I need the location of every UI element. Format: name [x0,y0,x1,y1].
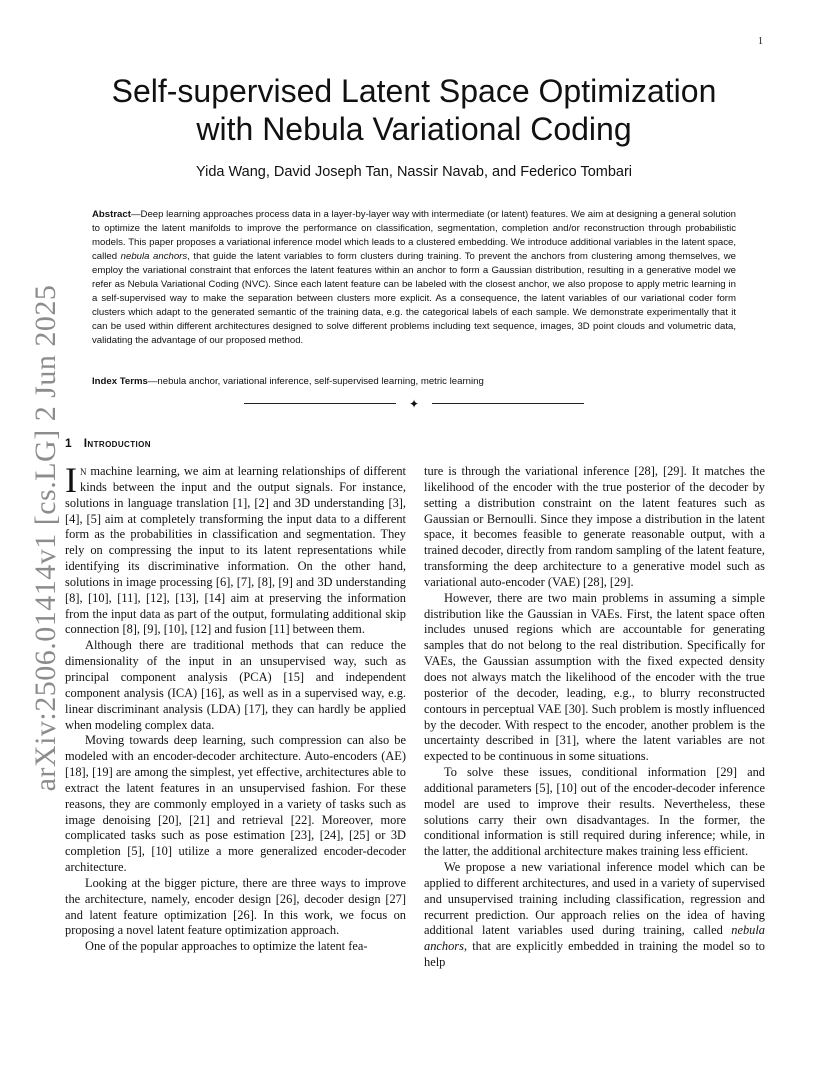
abstract-label: Abstract [92,209,131,220]
paragraph-8 [424,860,765,971]
page-number: 1 [758,36,763,47]
index-terms-label: Index Terms [92,376,148,387]
abstract [92,208,736,348]
index-terms [92,375,736,389]
section-number: 1 [65,436,72,450]
drop-cap: I [65,460,77,500]
abstract-emphasis: nebula anchors [120,251,188,262]
right-column [424,464,765,971]
lead-small-caps: n [80,464,87,478]
paragraph-1 [65,460,406,638]
paragraph-6: However, there are two main problems in assuming a simple distribution like the Gaussian in VAEs. First, the latent space often includes unused regions which are accountable for generating samples that do not belong to the real distribution. Specifically for VAEs, the Gaussian assumption with the fixed expected density does not always match the likelihood of the encoder with the true posterior of the decoder, leading, e.g., to blurry reconstructed contours in perceptual VAE [30]. Such problem is mostly influenced by the decoder. With respect to the encoder, another problem is the uncertainty described in [31], where the latent variables are not expected to be continuous in some situations. [424,590,765,764]
section-divider [244,397,584,411]
arxiv-identifier-stamp: arXiv:2506.01414v1 [cs.LG] 2 Jun 2025 [29,284,62,792]
paragraph-1-text: machine learning, we aim at learning relationships of different kinds between the input and the output signals. For instance, solutions in language translation [1], [2] and 3D understanding [3], [4], [5] aim at completely transforming the input data to a different form as the probabilities in classification and segmentation. They rely on compressing the input to its latent representations while identifying its discriminative information. On the other hand, solutions in image processing [6], [7], [8], [9] and 3D understanding [8], [10], [11], [12], [13], [14] aim at preserving the information from the input data as part of the output, formulating additional skip connection [8], [9], [10], [12] and fusion [11] between them. [65,464,406,637]
paragraph-8-emphasis: nebula anchors [424,923,765,954]
divider-diamond-icon: ✦ [408,397,420,411]
paragraph-8-text-1: We propose a new variational inference model which can be applied to different architectures, and used in a variety of supervised and unsupervised training including classification, regression and recurrent prediction. Our approach relies on the idea of having additional latent variables used during training, called [424,860,765,938]
paragraph-5-continued: ture is through the variational inference [28], [29]. It matches the likelihood of the encoder with the true posterior of the decoder by setting a distribution constraint on the latent features such as Gaussian or Bernoulli. Since they impose a distribution in the latent space, it becomes feasible to generate reasonable output, with a trained decoder, directly from random sampling of the latent feature, transforming the deep architecture to a generative model such as variational auto-encoder (VAE) [28], [29]. [424,464,765,589]
paragraph-8-text-2: , that are explicitly embedded in training the model so to help [424,939,765,970]
divider-line-right [432,403,584,404]
abstract-text-1: —Deep learning approaches process data in a layer-by-layer way with intermediate (or latent) features. We aim at designing a general solution to optimize the latent manifolds to improve the performance on classification, segmentation, completion and/or reconstruction through probabilistic models. This paper proposes a variational inference model which leads to a clustered embedding. We introduce additional variables in the latent space, called [92,209,737,262]
left-column [65,460,406,955]
section-heading [65,436,151,450]
paragraph-4: Looking at the bigger picture, there are three ways to improve the architecture, namely, encoder design [26], decoder design [27] and latent feature optimization [26]. In this work, we focus on proposing a novel latent feature optimization approach. [65,875,406,938]
author-list: Yida Wang, David Joseph Tan, Nassir Navab, and Federico Tombari [195,164,633,180]
title-line-2: with Nebula Variational Coding [196,111,632,147]
divider-line-left [244,403,396,404]
paragraph-5: One of the popular approaches to optimize the latent fea- [85,939,368,954]
index-terms-text: —nebula anchor, variational inference, self-supervised learning, metric learning [147,376,484,387]
abstract-text-2: , that guide the latent variables to form clusters during training. To prevent the anchors from clustering among themselves, we employ the variational constraint that enforces the latent features within an anchor to form a Gaussian distribution, resulting in a generative model we refer as Nebula Variational Coding (NVC). Since each latent feature can be labeled with the closest anchor, we also propose to apply metric learning in a self-supervised way to make the separation between clusters more explicit. As a consequence, the latent variables of our variational coder form clusters which adapt to the generated semantic of the training data, e.g. the categorical labels of each sample. We demonstrate experimentally that it can be used within different architectures designed to solve different problems including text sequence, images, 3D point clouds and volumetric data, validating the advantage of our proposed method. [92,251,737,346]
paragraph-7: To solve these issues, conditional information [29] and additional parameters [5], [10] out of the encoder-decoder inference model are used to improve their results. Nevertheless, these solutions carry their own disadvantages. In the former, the conditional information is still required during inference; while, in the latter, the additional architecture makes training less efficient. [424,765,765,859]
paragraph-2: Although there are traditional methods that can reduce the dimensionality of the input in an unsupervised way, such as principal component analysis (PCA) [15] and independent component analysis (ICA) [16], as well as in a supervised way, e.g. linear discriminant analysis (LDA) [17], they can hardly be applied when modeling complex data. [65,638,406,732]
section-title: Introduction [83,436,151,450]
paper-title [70,72,758,148]
paragraph-3: Moving towards deep learning, such compression can also be modeled with an encoder-decoder architecture. Auto-encoders (AE) [18], [19] are among the simplest, yet effective, architectures able to extract the latent features in an unsupervised fashion. For these reasons, they are commonly employed in a variety of tasks such as image denoising [20], [21] and retrieval [22]. Moreover, more complicated tasks such as pose estimation [23], [24], [25] or 3D completion [5], [10] utilize a more generalized encoder-decoder architecture. [65,733,406,875]
title-line-1: Self-supervised Latent Space Optimization [111,73,717,109]
